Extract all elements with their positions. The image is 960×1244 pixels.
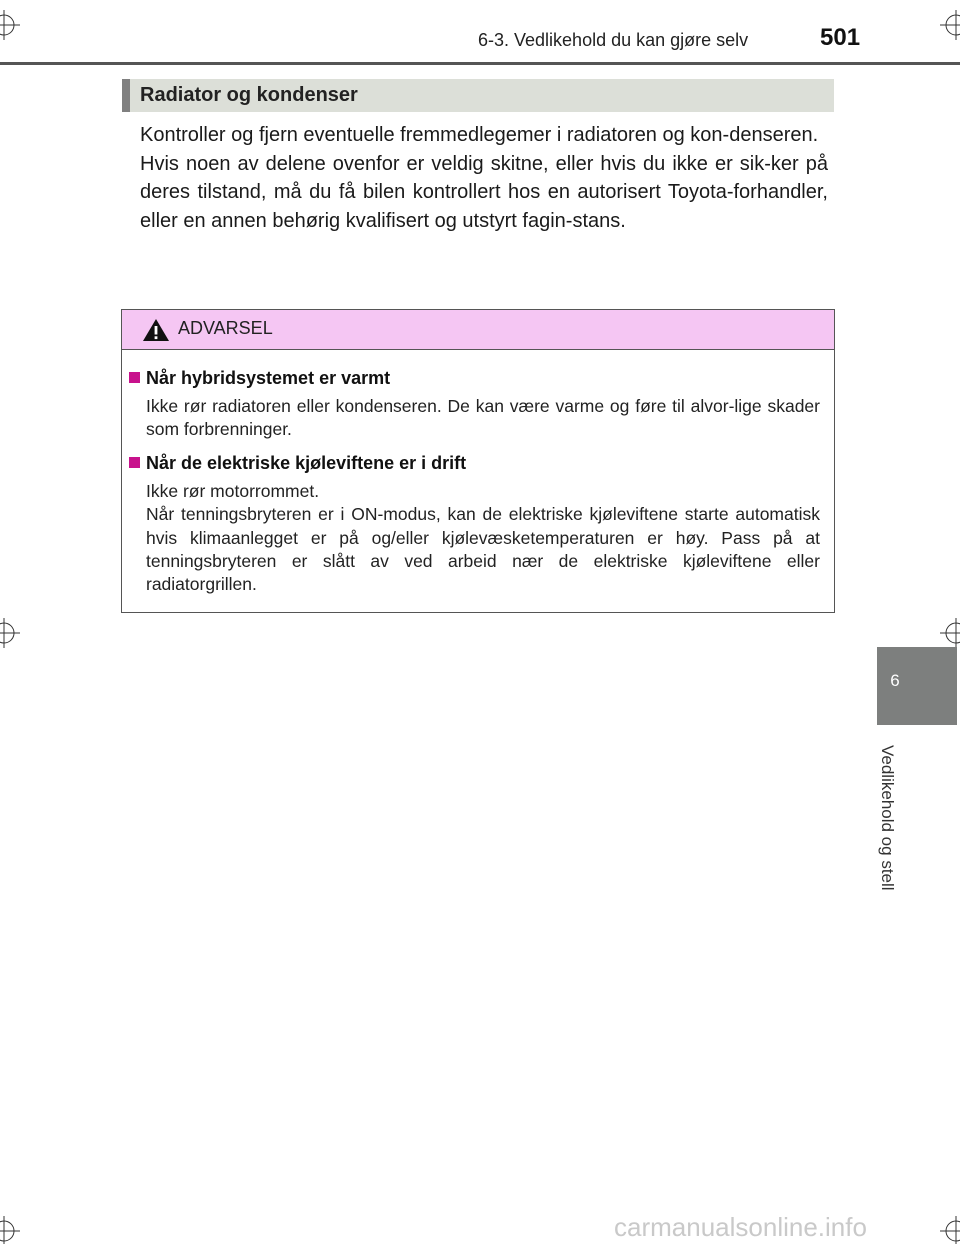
warning-label: ADVARSEL <box>178 318 273 338</box>
warning-item-line: Ikke rør motorrommet. <box>146 480 320 501</box>
warning-triangle-icon <box>142 318 170 342</box>
warning-body <box>122 350 834 597</box>
warning-header <box>122 310 834 350</box>
registration-mark-mid-right <box>934 618 960 648</box>
registration-mark-top-left <box>0 10 26 40</box>
header-rule <box>0 62 960 65</box>
registration-mark-top-right <box>934 10 960 40</box>
body-paragraph: Hvis noen av delene ovenfor er veldig skitne, eller hvis du ikke er sik-ker på deres tilstand, må du få bilen kontrollert hos en autorisert Toyota-forhandler, eller en annen behørig kvalifisert og utstyrt fagin-stans. <box>140 152 828 232</box>
watermark: carmanualsonline.info <box>614 1212 867 1242</box>
registration-mark-bottom-right <box>934 1216 960 1244</box>
section-title: Radiator og kondenser <box>140 84 358 106</box>
registration-mark-bottom-left <box>0 1216 26 1244</box>
square-bullet-icon <box>129 372 140 383</box>
page-number: 501 <box>820 24 861 51</box>
square-bullet-icon <box>129 457 140 468</box>
warning-item-text <box>129 480 820 597</box>
running-header-section: 6-3. Vedlikehold du kan gjøre selv <box>478 30 749 50</box>
chapter-title-vertical <box>872 745 902 905</box>
warning-item-heading <box>129 452 820 474</box>
warning-item-title: Når de elektriske kjøleviftene er i drift <box>146 452 467 473</box>
chapter-tab <box>877 647 957 725</box>
warning-item-line: Når tenningsbryteren er i ON-modus, kan de elektriske kjøleviftene starte automatisk hvis klimaanlegget er på og/eller kjølevæsketemperaturen er høy. Pass på at tenningsbryteren er slått av ved arbeid nær de elektriske kjøleviftene eller radiatorgrillen. <box>146 504 820 595</box>
section-body <box>140 121 828 235</box>
body-paragraph: Kontroller og fjern eventuelle fremmedlegemer i radiatoren og kon-denseren. <box>140 124 819 146</box>
chapter-number: 6 <box>890 671 900 690</box>
chapter-title: Vedlikehold og stell <box>878 745 897 891</box>
warning-item-title: Når hybridsystemet er varmt <box>146 368 391 388</box>
warning-item-line: Ikke rør radiatoren eller kondenseren. De kan være varme og føre til alvor-lige skader som forbrenninger. <box>146 396 820 440</box>
warning-item-heading <box>129 367 820 389</box>
warning-box <box>121 309 835 613</box>
registration-mark-mid-left <box>0 618 26 648</box>
section-title-bar <box>122 79 834 112</box>
warning-item-text <box>129 395 820 442</box>
